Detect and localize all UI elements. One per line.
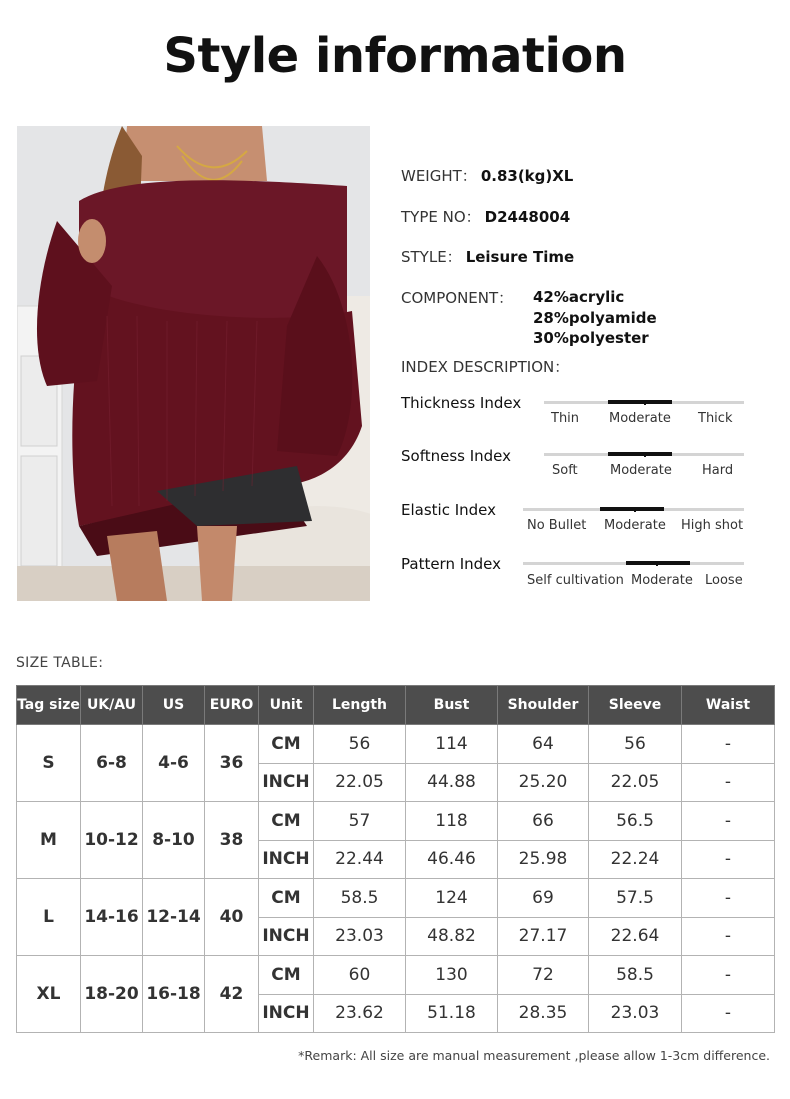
column-header: UK/AU <box>81 686 143 725</box>
unit-cell: INCH <box>259 917 314 956</box>
page-title: Style information <box>163 28 627 84</box>
sleeve-cell: 23.03 <box>589 994 682 1033</box>
elastic-index-label: Elastic Index <box>401 501 497 519</box>
unit-cell: CM <box>259 802 314 841</box>
tag-size-cell: XL <box>17 956 81 1033</box>
waist-cell: - <box>682 994 775 1033</box>
pattern-option: Self cultivation <box>527 573 624 588</box>
table-row <box>17 956 775 995</box>
weight-label: WEIGHT： <box>401 167 477 185</box>
style-label: STYLE： <box>401 248 462 266</box>
waist-cell: - <box>682 879 775 918</box>
euro-size-cell: 40 <box>205 879 259 956</box>
elastic-option: High shot <box>681 518 744 533</box>
pattern-index-label: Pattern Index <box>401 555 502 573</box>
shoulder-cell: 28.35 <box>498 994 589 1033</box>
sleeve-cell: 57.5 <box>589 879 682 918</box>
sleeve-cell: 22.24 <box>589 840 682 879</box>
thickness-option-selected: Moderate <box>609 411 671 426</box>
shoulder-cell: 27.17 <box>498 917 589 956</box>
uk-size-cell: 14-16 <box>81 879 143 956</box>
bust-cell: 118 <box>406 802 498 841</box>
pattern-scale <box>523 562 744 565</box>
length-cell: 22.05 <box>314 763 406 802</box>
elastic-tick <box>634 507 636 512</box>
column-header: Shoulder <box>498 686 589 725</box>
shoulder-cell: 25.98 <box>498 840 589 879</box>
uk-size-cell: 10-12 <box>81 802 143 879</box>
column-header: Length <box>314 686 406 725</box>
elastic-scale <box>523 508 744 511</box>
length-cell: 23.62 <box>314 994 406 1033</box>
component-item: 30%polyester <box>533 329 649 347</box>
type-label: TYPE NO： <box>401 208 481 226</box>
thickness-option: Thin <box>551 411 580 426</box>
bust-cell: 124 <box>406 879 498 918</box>
bust-cell: 46.46 <box>406 840 498 879</box>
shoulder-cell: 69 <box>498 879 589 918</box>
style-row <box>401 246 574 267</box>
length-cell: 57 <box>314 802 406 841</box>
unit-cell: INCH <box>259 763 314 802</box>
unit-cell: INCH <box>259 840 314 879</box>
us-size-cell: 4-6 <box>143 725 205 802</box>
softness-scale <box>544 453 744 456</box>
size-table <box>16 685 775 1033</box>
shoulder-cell: 25.20 <box>498 763 589 802</box>
component-list <box>533 287 657 349</box>
component-item: 28%polyamide <box>533 308 657 327</box>
elastic-option-selected: Moderate <box>604 518 666 533</box>
pattern-option: Loose <box>705 573 743 588</box>
index-description-label: INDEX DESCRIPTION： <box>401 358 570 376</box>
tag-size-cell: L <box>17 879 81 956</box>
bust-cell: 130 <box>406 956 498 995</box>
product-photo <box>17 126 370 601</box>
unit-cell: CM <box>259 879 314 918</box>
table-row <box>17 725 775 764</box>
weight-value: 0.83(kg)XL <box>480 167 574 185</box>
elastic-option: No Bullet <box>527 518 587 533</box>
length-cell: 23.03 <box>314 917 406 956</box>
thickness-tick <box>644 400 646 405</box>
column-header: Sleeve <box>589 686 682 725</box>
weight-row <box>401 165 573 186</box>
shoulder-cell: 64 <box>498 725 589 764</box>
uk-size-cell: 18-20 <box>81 956 143 1033</box>
length-cell: 22.44 <box>314 840 406 879</box>
component-label: COMPONENT： <box>401 289 514 307</box>
thickness-selected-marker <box>608 400 672 404</box>
bust-cell: 44.88 <box>406 763 498 802</box>
column-header: Waist <box>682 686 775 725</box>
type-row <box>401 206 570 227</box>
style-value: Leisure Time <box>465 248 575 266</box>
tag-size-cell: M <box>17 802 81 879</box>
type-value: D2448004 <box>484 208 571 226</box>
sleeve-cell: 22.64 <box>589 917 682 956</box>
table-header-row <box>17 686 775 725</box>
model-wearing-sweater-image <box>17 126 370 601</box>
pattern-option-selected: Moderate <box>631 573 693 588</box>
length-cell: 60 <box>314 956 406 995</box>
us-size-cell: 8-10 <box>143 802 205 879</box>
column-header: US <box>143 686 205 725</box>
column-header: EURO <box>205 686 259 725</box>
waist-cell: - <box>682 840 775 879</box>
pattern-tick <box>656 561 658 566</box>
sleeve-cell: 22.05 <box>589 763 682 802</box>
euro-size-cell: 38 <box>205 802 259 879</box>
pattern-selected-marker <box>626 561 690 565</box>
sleeve-cell: 58.5 <box>589 956 682 995</box>
remark-note: *Remark: All size are manual measurement ,please allow 1-3cm difference. <box>298 1048 770 1063</box>
length-cell: 58.5 <box>314 879 406 918</box>
bust-cell: 51.18 <box>406 994 498 1033</box>
softness-option-selected: Moderate <box>610 463 672 478</box>
component-item: 42%acrylic <box>533 288 625 306</box>
column-header: Bust <box>406 686 498 725</box>
softness-tick <box>644 452 646 457</box>
table-row <box>17 802 775 841</box>
bust-cell: 114 <box>406 725 498 764</box>
euro-size-cell: 42 <box>205 956 259 1033</box>
tag-size-cell: S <box>17 725 81 802</box>
sleeve-cell: 56 <box>589 725 682 764</box>
sleeve-cell: 56.5 <box>589 802 682 841</box>
waist-cell: - <box>682 956 775 995</box>
bust-cell: 48.82 <box>406 917 498 956</box>
table-row <box>17 879 775 918</box>
waist-cell: - <box>682 917 775 956</box>
thickness-option: Thick <box>698 411 733 426</box>
size-table-label: SIZE TABLE: <box>16 655 104 671</box>
unit-cell: INCH <box>259 994 314 1033</box>
length-cell: 56 <box>314 725 406 764</box>
unit-cell: CM <box>259 956 314 995</box>
thickness-scale <box>544 401 744 404</box>
uk-size-cell: 6-8 <box>81 725 143 802</box>
waist-cell: - <box>682 802 775 841</box>
euro-size-cell: 36 <box>205 725 259 802</box>
us-size-cell: 16-18 <box>143 956 205 1033</box>
waist-cell: - <box>682 763 775 802</box>
thickness-index-label: Thickness Index <box>401 394 522 412</box>
softness-selected-marker <box>608 452 672 456</box>
unit-cell: CM <box>259 725 314 764</box>
waist-cell: - <box>682 725 775 764</box>
softness-index-label: Softness Index <box>401 447 512 465</box>
softness-option: Soft <box>552 463 578 478</box>
shoulder-cell: 72 <box>498 956 589 995</box>
shoulder-cell: 66 <box>498 802 589 841</box>
softness-option: Hard <box>702 463 734 478</box>
column-header: Unit <box>259 686 314 725</box>
elastic-selected-marker <box>600 507 664 511</box>
us-size-cell: 12-14 <box>143 879 205 956</box>
column-header: Tag size <box>17 686 81 725</box>
